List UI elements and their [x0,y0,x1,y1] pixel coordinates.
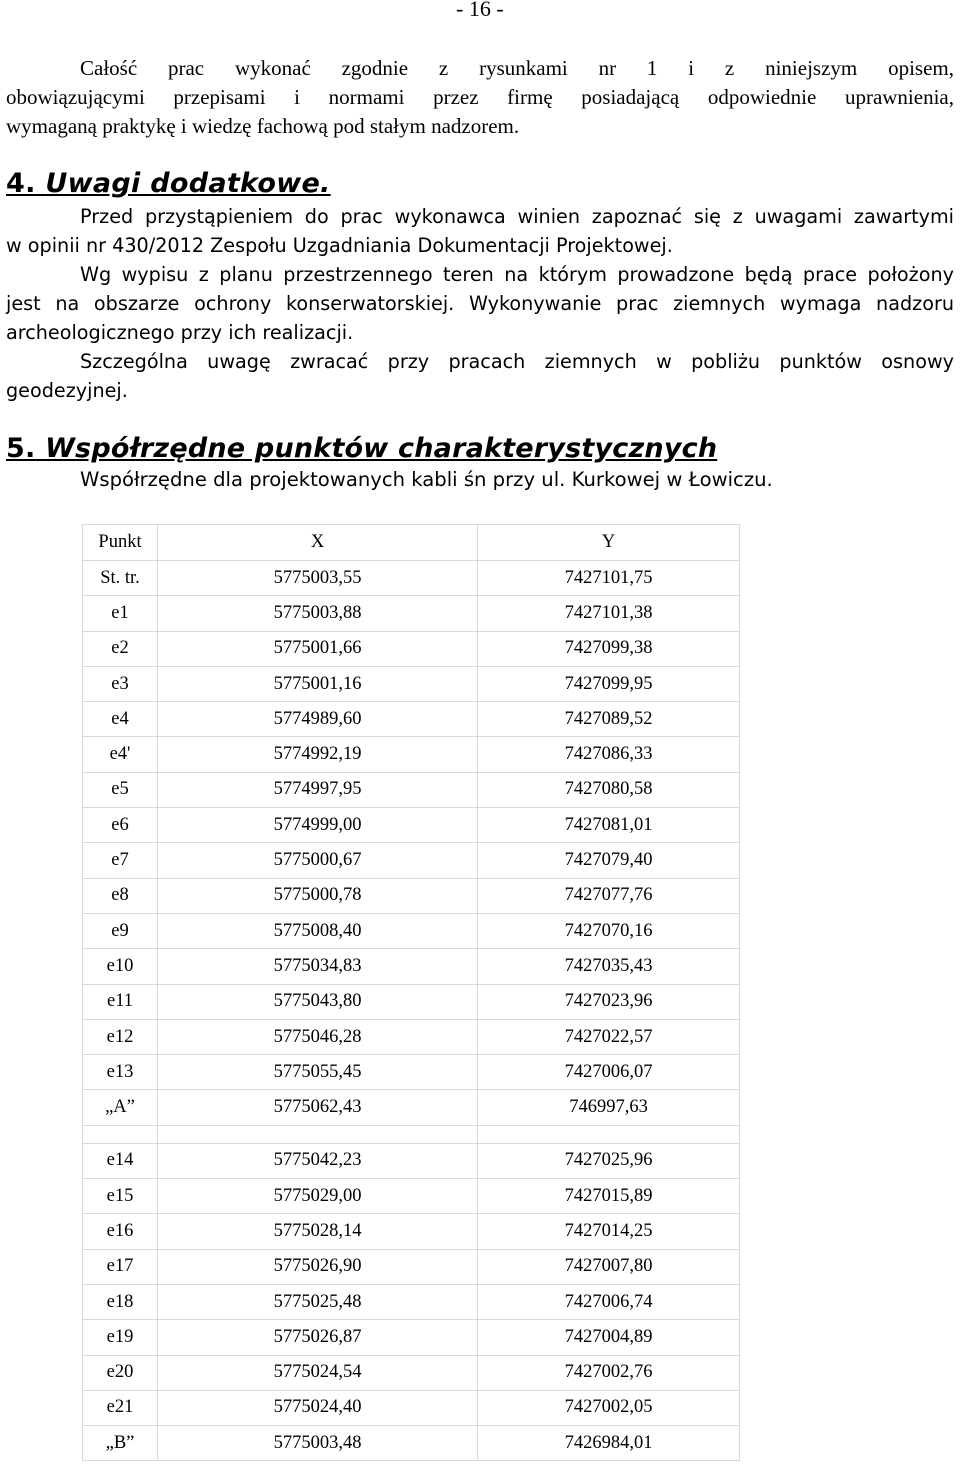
point-cell: e10 [83,949,158,984]
point-cell: e18 [83,1284,158,1319]
table-row [83,808,740,843]
point-cell: e12 [83,1019,158,1054]
table-row [83,984,740,1019]
section-4-heading [6,168,331,199]
y-coordinate-cell: 7427002,05 [478,1390,740,1425]
table-row [83,1090,740,1125]
table-row [83,949,740,984]
table-row [83,1390,740,1425]
point-cell: e8 [83,878,158,913]
section-4-p2-line-1: Wg wypisu z planu przestrzennego teren na którym prowadzone będą prace położony [80,263,954,286]
header-punkt: Punkt [83,525,158,561]
spacer-cell [478,1125,740,1143]
y-coordinate-cell: 746997,63 [478,1090,740,1125]
point-cell: e3 [83,666,158,701]
x-coordinate-cell: 5775026,90 [158,1249,478,1284]
x-coordinate-cell: 5775028,14 [158,1214,478,1249]
section-5-number: 5. [6,433,36,464]
section-4-body [6,202,954,405]
y-coordinate-cell: 7427015,89 [478,1179,740,1214]
header-y: Y [478,525,740,561]
x-coordinate-cell: 5775008,40 [158,913,478,948]
intro-line-1: Całość prac wykonać zgodnie z rysunkami nr 1 i z niniejszym opisem, [80,56,954,80]
table-row [83,1019,740,1054]
y-coordinate-cell: 7427004,89 [478,1320,740,1355]
table-row [83,702,740,737]
y-coordinate-cell: 7427080,58 [478,772,740,807]
y-coordinate-cell: 7427007,80 [478,1249,740,1284]
table-row [83,1143,740,1178]
y-coordinate-cell: 7427099,38 [478,631,740,666]
point-cell: e11 [83,984,158,1019]
x-coordinate-cell: 5775026,87 [158,1320,478,1355]
y-coordinate-cell: 7427079,40 [478,843,740,878]
table-row [83,878,740,913]
y-coordinate-cell: 7427014,25 [478,1214,740,1249]
x-coordinate-cell: 5775024,40 [158,1390,478,1425]
x-coordinate-cell: 5775043,80 [158,984,478,1019]
y-coordinate-cell: 7426984,01 [478,1426,740,1461]
x-coordinate-cell: 5775003,55 [158,561,478,596]
table-row [83,1214,740,1249]
x-coordinate-cell: 5775029,00 [158,1179,478,1214]
x-coordinate-cell: 5774999,00 [158,808,478,843]
y-coordinate-cell: 7427081,01 [478,808,740,843]
y-coordinate-cell: 7427022,57 [478,1019,740,1054]
point-cell: e6 [83,808,158,843]
point-cell: e17 [83,1249,158,1284]
x-coordinate-cell: 5775062,43 [158,1090,478,1125]
table-row [83,1355,740,1390]
point-cell: e4 [83,702,158,737]
table-row [83,1179,740,1214]
point-cell: e5 [83,772,158,807]
x-coordinate-cell: 5774997,95 [158,772,478,807]
table-row [83,631,740,666]
table-row [83,666,740,701]
x-coordinate-cell: 5774989,60 [158,702,478,737]
y-coordinate-cell: 7427086,33 [478,737,740,772]
x-coordinate-cell: 5775000,67 [158,843,478,878]
header-x: X [158,525,478,561]
section-5-subtitle: Współrzędne dla projektowanych kabli śn przy ul. Kurkowej w Łowiczu. [80,468,773,491]
point-cell: e13 [83,1055,158,1090]
y-coordinate-cell: 7427006,74 [478,1284,740,1319]
x-coordinate-cell: 5775024,54 [158,1355,478,1390]
intro-line-3: wymaganą praktykę i wiedzę fachową pod stałym nadzorem. [6,114,520,138]
point-cell: e21 [83,1390,158,1425]
x-coordinate-cell: 5774992,19 [158,737,478,772]
section-4-p2-line-2: jest na obszarze ochrony konserwatorskiej. Wykonywanie prac ziemnych wymaga nadzoru [6,292,954,315]
table-row [83,1249,740,1284]
section-4-p2-line-3: archeologicznego przy ich realizacji. [6,321,354,344]
table-row [83,913,740,948]
point-cell: e9 [83,913,158,948]
section-4-p3-line-1: Szczególna uwagę zwracać przy pracach ziemnych w pobliżu punktów osnowy [80,350,954,373]
table-row [83,1055,740,1090]
x-coordinate-cell: 5775034,83 [158,949,478,984]
point-cell: e15 [83,1179,158,1214]
section-4-p1-line-1: Przed przystąpieniem do prac wykonawca winien zapoznać się z uwagami zawartymi [80,205,954,228]
y-coordinate-cell: 7427101,38 [478,596,740,631]
section-4-title: Uwagi dodatkowe. [45,168,331,199]
intro-paragraph [6,54,954,141]
x-coordinate-cell: 5775046,28 [158,1019,478,1054]
point-cell: e7 [83,843,158,878]
y-coordinate-cell: 7427002,76 [478,1355,740,1390]
coordinates-table [82,524,740,1461]
point-cell: e2 [83,631,158,666]
y-coordinate-cell: 7427089,52 [478,702,740,737]
point-cell: e20 [83,1355,158,1390]
spacer-cell [83,1125,158,1143]
section-4-p1-line-2: w opinii nr 430/2012 Zespołu Uzgadniania Dokumentacji Projektowej. [6,234,673,257]
y-coordinate-cell: 7427101,75 [478,561,740,596]
point-cell: „A” [83,1090,158,1125]
spacer-cell [158,1125,478,1143]
y-coordinate-cell: 7427077,76 [478,878,740,913]
x-coordinate-cell: 5775001,16 [158,666,478,701]
x-coordinate-cell: 5775025,48 [158,1284,478,1319]
section-5-heading [6,433,717,464]
table-header-row [83,525,740,561]
y-coordinate-cell: 7427035,43 [478,949,740,984]
table-spacer-row [83,1125,740,1143]
point-cell: St. tr. [83,561,158,596]
intro-line-2: obowiązującymi przepisami i normami przez firmę posiadającą odpowiednie uprawnienia, [6,85,954,109]
table-row [83,1284,740,1319]
page-number: - 16 - [456,0,504,21]
y-coordinate-cell: 7427023,96 [478,984,740,1019]
section-5-title: Współrzędne punktów charakterystycznych [45,433,718,464]
point-cell: „B” [83,1426,158,1461]
point-cell: e14 [83,1143,158,1178]
table-row [83,772,740,807]
point-cell: e16 [83,1214,158,1249]
table-row [83,1320,740,1355]
point-cell: e1 [83,596,158,631]
table-row [83,737,740,772]
y-coordinate-cell: 7427025,96 [478,1143,740,1178]
section-4-number: 4. [6,168,36,199]
x-coordinate-cell: 5775055,45 [158,1055,478,1090]
point-cell: e19 [83,1320,158,1355]
point-cell: e4' [83,737,158,772]
y-coordinate-cell: 7427099,95 [478,666,740,701]
y-coordinate-cell: 7427070,16 [478,913,740,948]
x-coordinate-cell: 5775000,78 [158,878,478,913]
table-row [83,843,740,878]
table-row [83,561,740,596]
table-row [83,1426,740,1461]
section-4-p3-line-2: geodezyjnej. [6,379,128,402]
y-coordinate-cell: 7427006,07 [478,1055,740,1090]
x-coordinate-cell: 5775003,88 [158,596,478,631]
table-row [83,596,740,631]
x-coordinate-cell: 5775001,66 [158,631,478,666]
x-coordinate-cell: 5775003,48 [158,1426,478,1461]
x-coordinate-cell: 5775042,23 [158,1143,478,1178]
